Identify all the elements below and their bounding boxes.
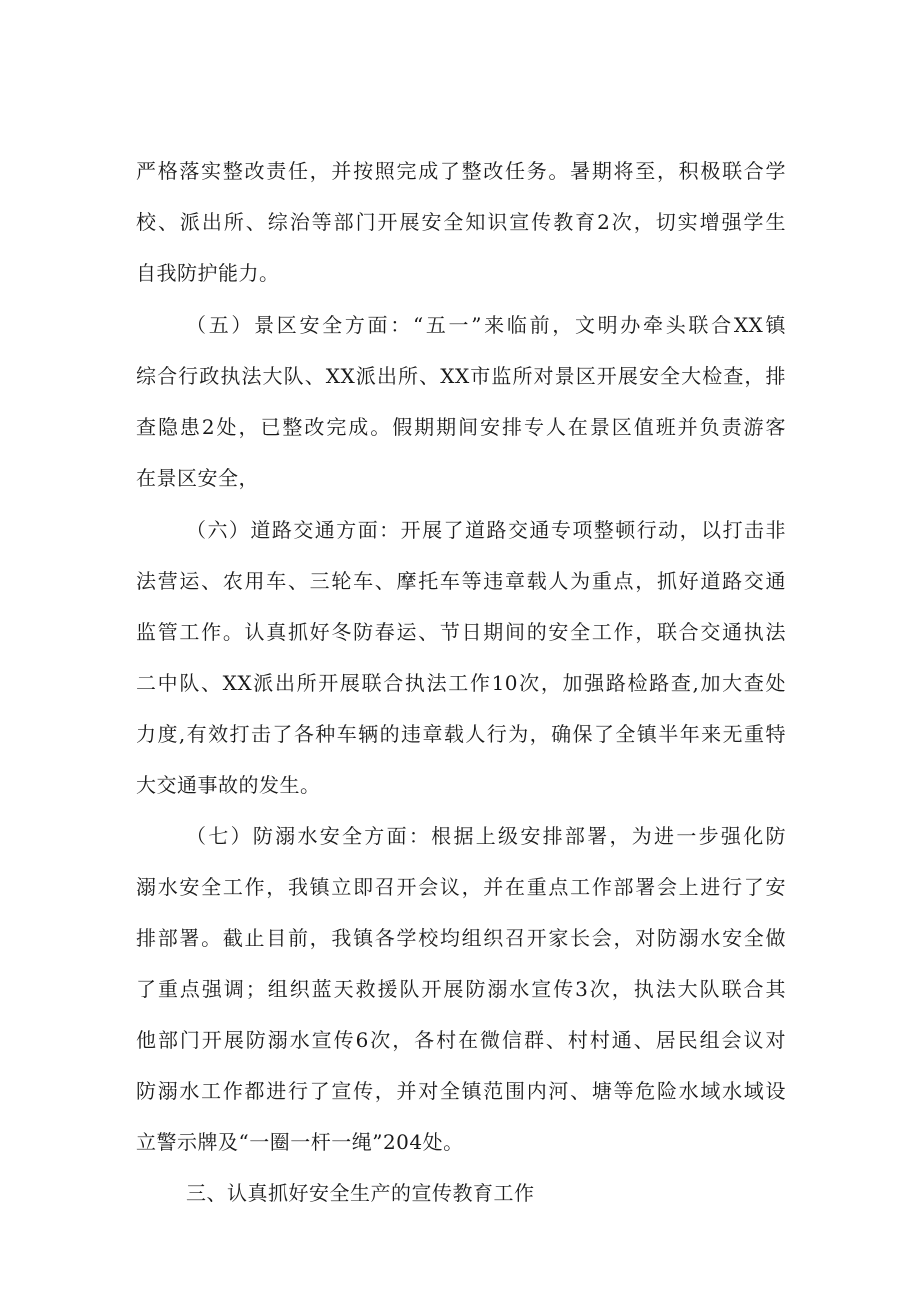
text-line: 自我防护能力。 [136,261,280,285]
text-line: 二中队、XX派出所开展联合执法工作10次，加强路检路查,加大查处 [136,671,786,695]
text-line: （五）景区安全方面：“五一”来临前，文明办牵头联合XX镇 [186,313,786,337]
text-line: 法营运、农用车、三轮车、摩托车等违章载人为重点，抓好道路交通 [136,569,786,593]
text-line: 校、派出所、综治等部门开展安全知识宣传教育2次，切实增强学生 [136,210,786,234]
text-line: 排部署。截止目前，我镇各学校均组织召开家长会，对防溺水安全做 [136,926,786,950]
text-line: 他部门开展防溺水宣传6次，各村在微信群、村村通、居民组会议对 [136,1028,786,1052]
text-line: 防溺水工作都进行了宣传，并对全镇范围内河、塘等危险水域水域设 [136,1079,786,1103]
text-line: 溺水安全工作，我镇立即召开会议，并在重点工作部署会上进行了安 [136,875,786,899]
text-line: （六）道路交通方面：开展了道路交通专项整顿行动，以打击非 [186,518,786,542]
text-line: 严格落实整改责任，并按照完成了整改任务。暑期将至，积极联合学 [136,159,786,183]
text-line: 查隐患2处，已整改完成。假期期间安排专人在景区值班并负责游客 [136,415,786,439]
text-line: 监管工作。认真抓好冬防春运、节日期间的安全工作，联合交通执法 [136,620,786,644]
text-line: 综合行政执法大队、XX派出所、XX市监所对景区开展安全大检查，排 [136,364,786,388]
text-line: （七）防溺水安全方面：根据上级安排部署，为进一步强化防 [186,824,786,848]
text-line: 立警示牌及“一圈一杆一绳”204处。 [136,1130,464,1154]
text-line: 大交通事故的发生。 [136,773,321,797]
text-line: 在景区安全， [136,466,259,490]
text-line: 了重点强调；组织蓝天救援队开展防溺水宣传3次，执法大队联合其 [136,977,786,1001]
text-line: 力度,有效打击了各种车辆的违章载人行为，确保了全镇半年来无重特 [136,722,786,746]
section-heading: 三、认真抓好安全生产的宣传教育工作 [186,1181,535,1205]
